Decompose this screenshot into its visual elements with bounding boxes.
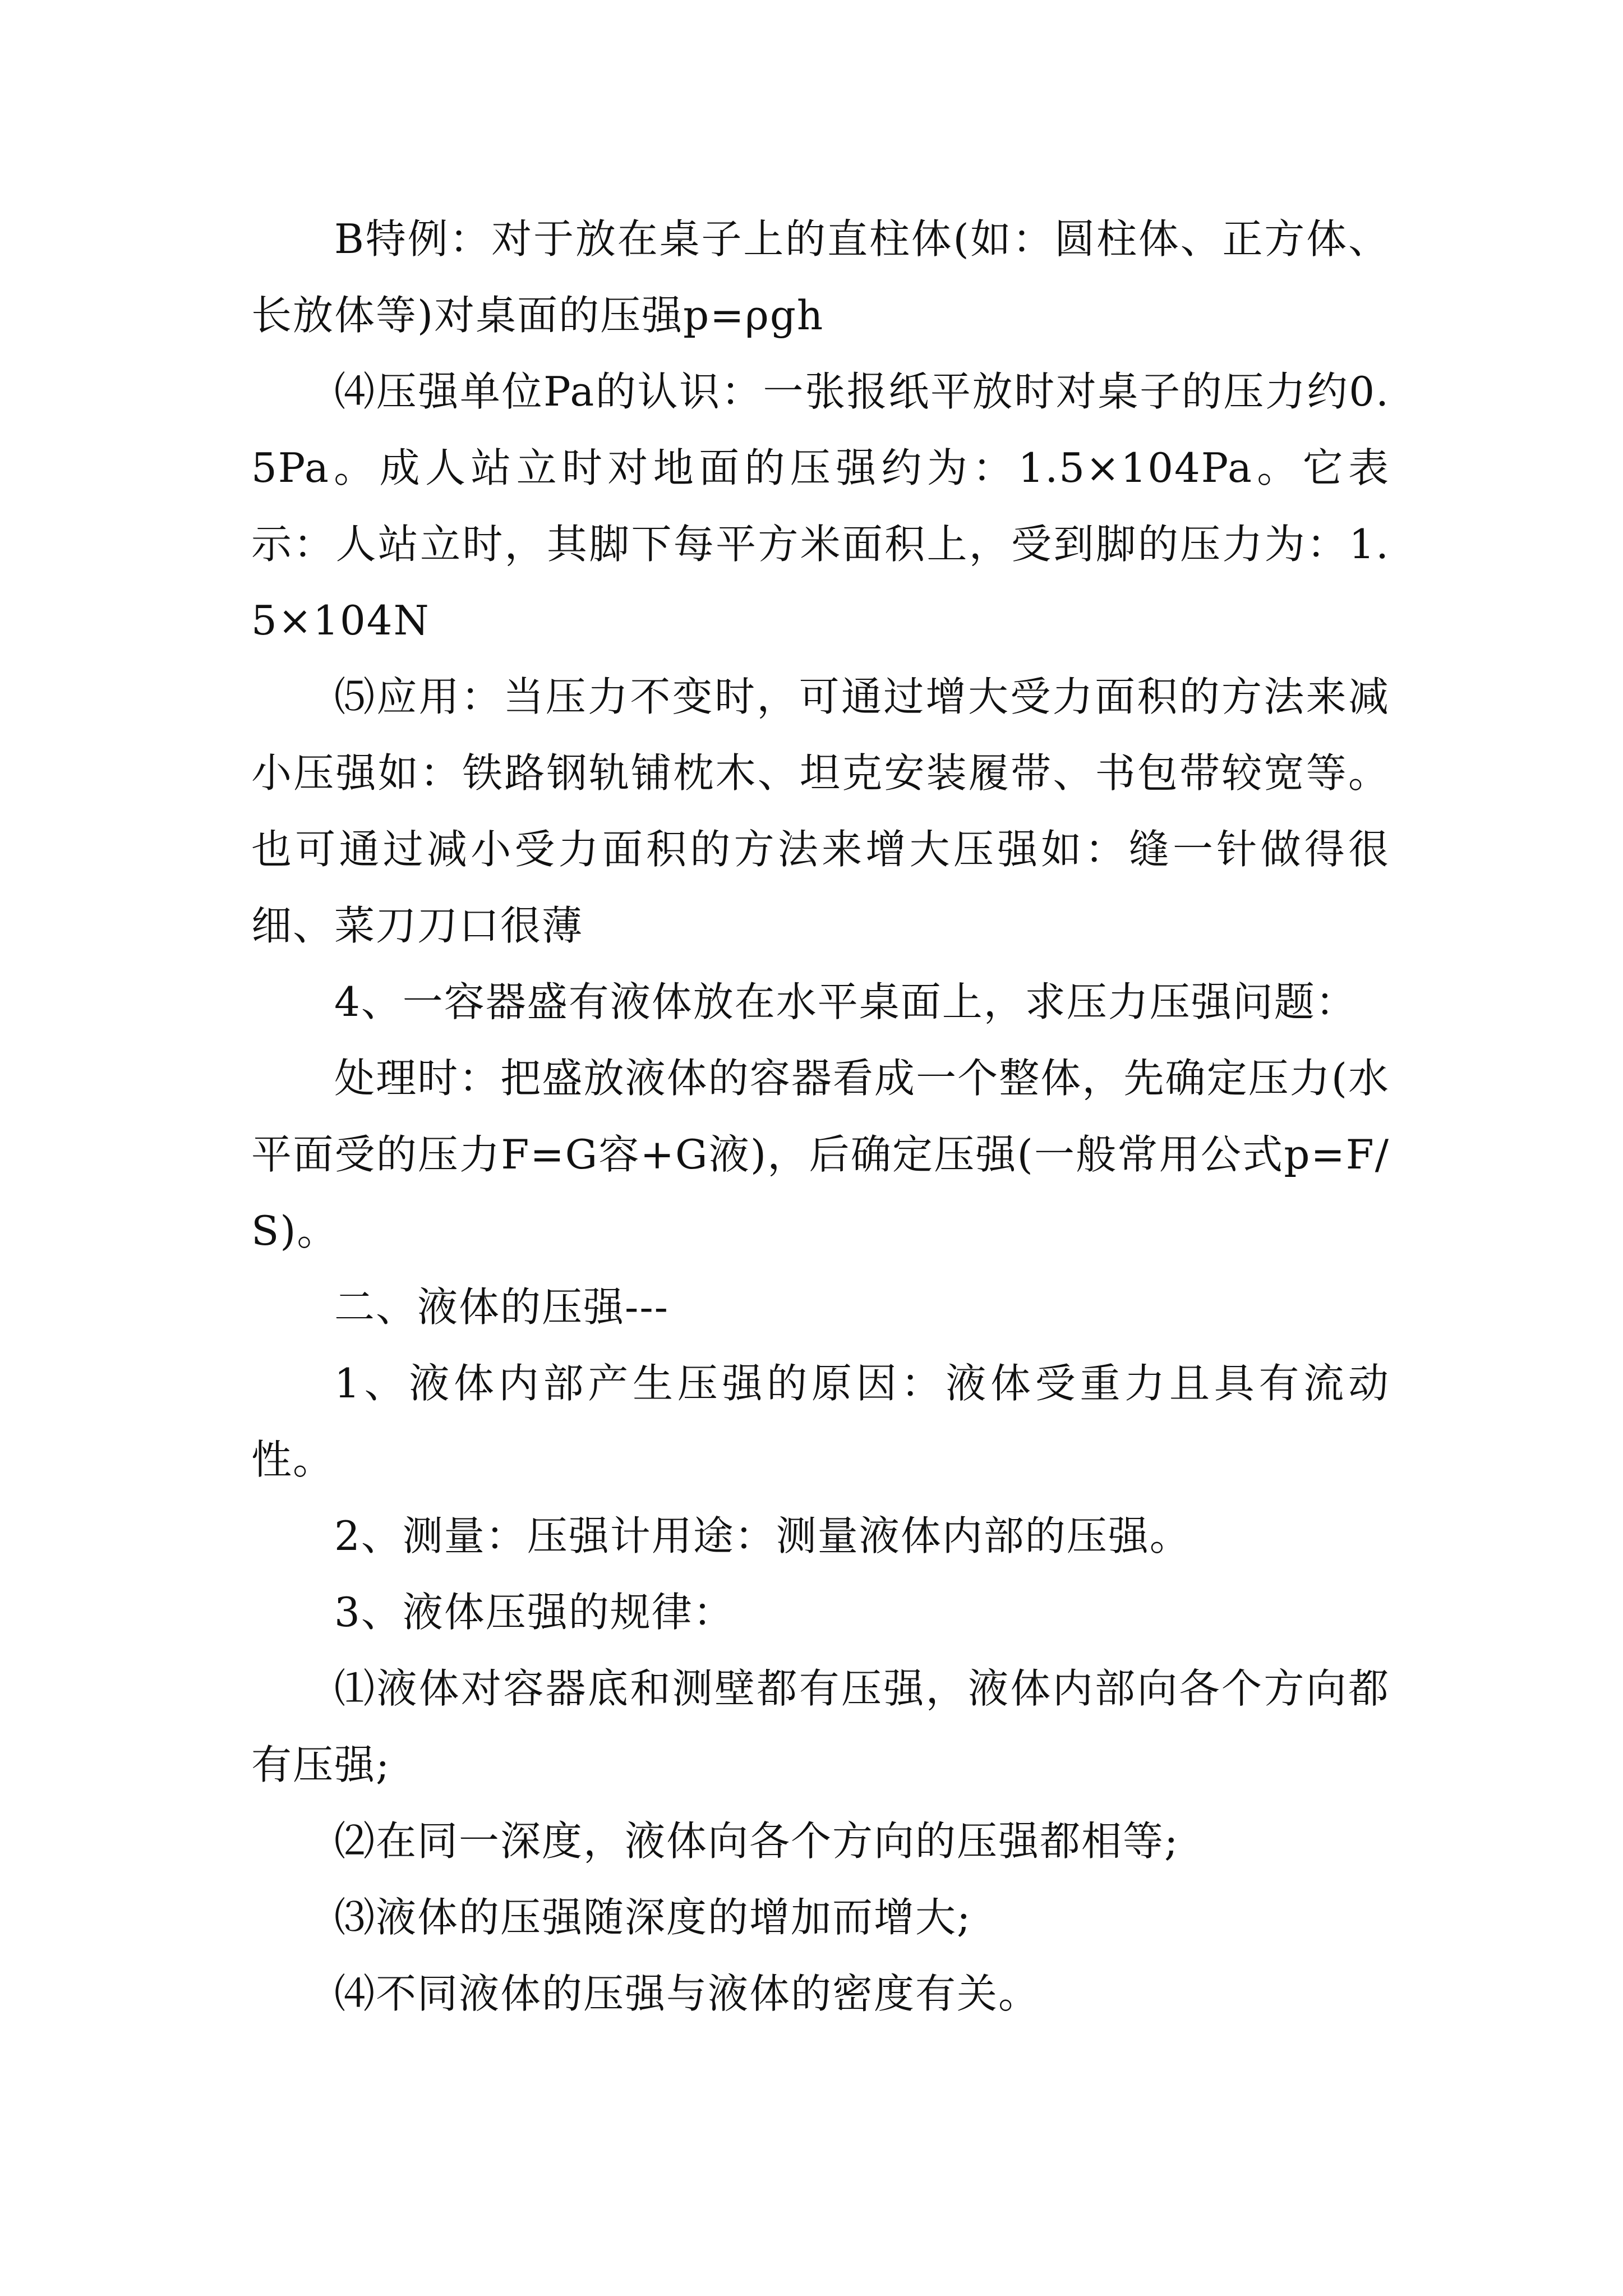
paragraph-cause: 1、液体内部产生压强的原因：液体受重力且具有流动性。 [251,1360,1390,1483]
paragraph-rule-3: ⑶液体的压强随深度的增加而增大; [334,1894,972,1941]
paragraph-rule-2: ⑵在同一深度，液体向各个方向的压强都相等; [334,1818,1179,1865]
paragraph-rule-4: ⑷不同液体的压强与液体的密度有关。 [334,1970,1040,2017]
paragraph-processing-method: 处理时：把盛放液体的容器看成一个整体，先确定压力(水平面受的压力F=G容+G液)，后确定压强(一般常用公式p=F/S)。 [251,1055,1390,1254]
paragraph-application: ⑸应用：当压力不变时，可通过增大受力面积的方法来减小压强如：铁路钢轨铺枕木、坦克安装履带、书包带较宽等。也可通过减小受力面积的方法来增大压强如：缝一针做得很细、菜刀刀口很薄 [251,673,1390,949]
paragraph-measurement: 2、测量：压强计用途：测量液体内部的压强。 [334,1512,1191,1559]
section-heading-liquid-pressure: 二、液体的压强--- [334,1283,669,1331]
paragraph-pressure-unit: ⑷压强单位Pa的认识：一张报纸平放时对桌子的压力约0.5Pa。成人站立时对地面的压强约为：1.5×104Pa。它表示：人站立时，其脚下每平方米面积上，受到脚的压力为：1.5×104N [251,368,1390,644]
document-body [251,201,1390,2032]
paragraph-special-case-column: B特例：对于放在桌子上的直柱体(如：圆柱体、正方体、长放体等)对桌面的压强p=ρgh [251,215,1390,339]
paragraph-container-problem: 4、一容器盛有液体放在水平桌面上，求压力压强问题： [334,978,1357,1025]
paragraph-rules-heading: 3、液体压强的规律： [334,1589,735,1636]
paragraph-rule-1: ⑴液体对容器底和测壁都有压强，液体内部向各个方向都有压强; [251,1665,1390,1788]
